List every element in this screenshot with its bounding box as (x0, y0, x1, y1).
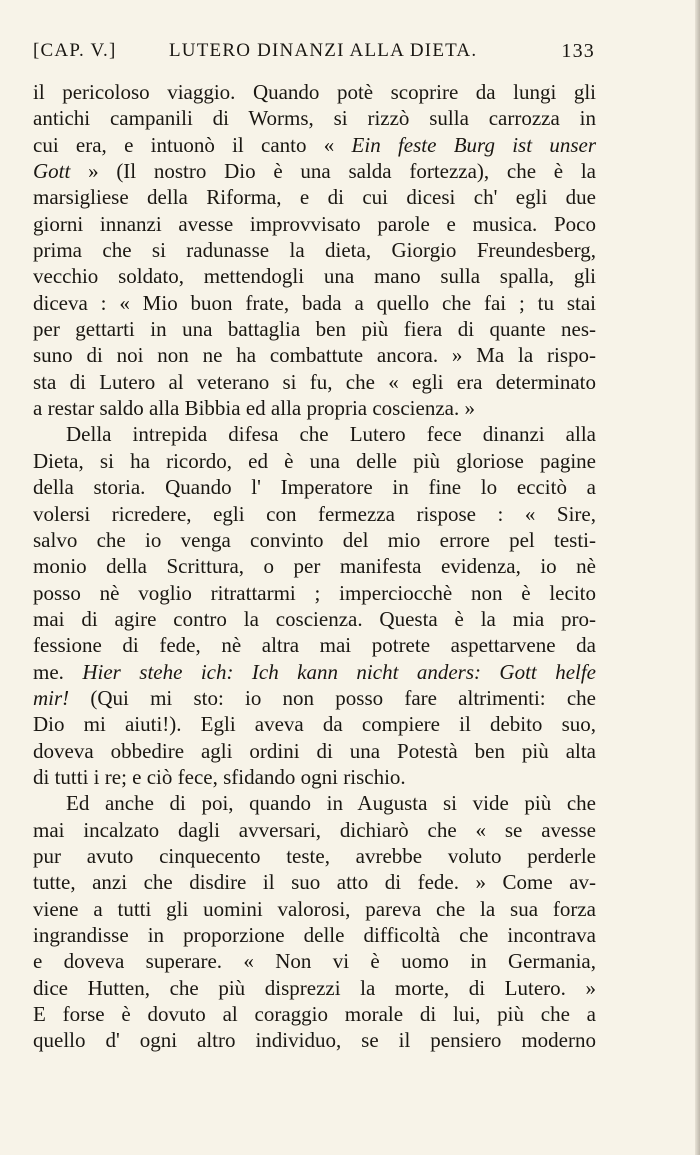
text-line: a restar saldo alla Bibbia ed alla propria coscienza. » (33, 396, 475, 421)
chapter-label: [CAP. V.] (33, 40, 117, 61)
text-line: Ed anche di poi, quando in Augusta si vide più che (66, 791, 596, 816)
text-line: sta di Lutero al veterano si fu, che « egli era determinato (33, 369, 596, 394)
text-line: Dio mi aiuti!). Egli aveva da compiere il debito suo, (33, 712, 596, 737)
text-run: me. (33, 659, 83, 684)
italic-quote: Ein feste Burg ist unser (351, 132, 596, 157)
text-line: di tutti i re; e ciò fece, sfidando ogni rischio. (33, 764, 406, 789)
text-line: dice Hutten, che più disprezzi la morte, di Lutero. » (33, 975, 596, 1000)
page-edge (695, 0, 700, 1155)
text-line: antichi campanili di Worms, si rizzò sulla carrozza in (33, 106, 596, 131)
text-run: » (Il nostro Dio è una salda fortezza), che è la (70, 159, 596, 184)
text-line: giorni innanzi avesse improvvisato parole e musica. Poco (33, 211, 596, 236)
text-line: E forse è dovuto al coraggio morale di lui, più che a (33, 1002, 596, 1027)
text-line (33, 659, 596, 685)
text-line: vecchio soldato, mettendogli una mano sulla spalla, gli (33, 264, 596, 289)
italic-quote: Gott (33, 159, 71, 184)
running-title: LUTERO DINANZI ALLA DIETA. (169, 40, 478, 61)
text-line: mai di agire contro la coscienza. Questa è la mia pro- (33, 606, 596, 631)
text-run: cui era, e intuonò il canto « (33, 132, 352, 157)
text-line: viene a tutti gli uomini valorosi, pareva che la sua forza (33, 896, 596, 921)
text-line: posso nè voglio ritrattarmi ; imperciocchè non è lecito (33, 580, 596, 605)
text-line: quello d' ogni altro individuo, se il pensiero moderno (33, 1028, 596, 1053)
text-line: e doveva superare. « Non vi è uomo in Germania, (33, 949, 596, 974)
text-line: Della intrepida difesa che Lutero fece dinanzi alla (66, 422, 596, 447)
text-line: tutte, anzi che disdire il suo atto di fede. » Come av- (33, 870, 596, 895)
italic-quote: Hier stehe ich: Ich kann nicht anders: Gott helfe (82, 659, 597, 684)
text-line: Dieta, si ha ricordo, ed è una delle più gloriose pagine (33, 448, 596, 473)
text-line (33, 685, 596, 711)
italic-quote: mir! (33, 685, 70, 710)
text-line: il pericoloso viaggio. Quando potè scoprire da lungi gli (33, 80, 596, 104)
text-line: ingrandisse in proporzione delle difficoltà che incontrava (33, 923, 596, 947)
text-line (33, 132, 596, 158)
paragraph-1 (33, 79, 596, 421)
text-line (33, 158, 596, 184)
text-line: doveva obbedire agli ordini di una Potestà ben più alta (33, 738, 596, 763)
body-text (33, 79, 596, 1054)
text-line: marsigliese della Riforma, e di cui dicesi ch' egli due (33, 185, 596, 210)
text-line: della storia. Quando l' Imperatore in fine lo eccitò a (33, 475, 596, 500)
paragraph-2 (33, 421, 596, 790)
running-head (33, 40, 595, 70)
text-line: per gettarti in una battaglia ben più fiera di quante nes- (33, 317, 596, 342)
text-line: prima che si radunasse la dieta, Giorgio Freundesberg, (33, 238, 596, 263)
page-number: 133 (561, 40, 595, 62)
text-line: pur avuto cinquecento teste, avrebbe voluto perderle (33, 843, 596, 868)
text-line: fessione di fede, nè altra mai potrete aspettarvene da (33, 633, 596, 658)
text-line: diceva : « Mio buon frate, bada a quello che fai ; tu stai (33, 290, 596, 315)
text-line: volersi ricredere, egli con fermezza rispose : « Sire, (33, 501, 596, 526)
paragraph-3 (33, 790, 596, 1053)
text-line: monio della Scrittura, o per manifesta evidenza, io nè (33, 554, 596, 579)
text-run: (Qui mi sto: io non posso fare altrimenti: che (69, 685, 596, 710)
text-line: mai incalzato dagli avversari, dichiarò che « se avesse (33, 817, 596, 842)
text-line: suno di noi non ne ha combattute ancora. » Ma la rispo- (33, 343, 596, 368)
text-line: salvo che io venga convinto del mio errore pel testi- (33, 527, 596, 552)
